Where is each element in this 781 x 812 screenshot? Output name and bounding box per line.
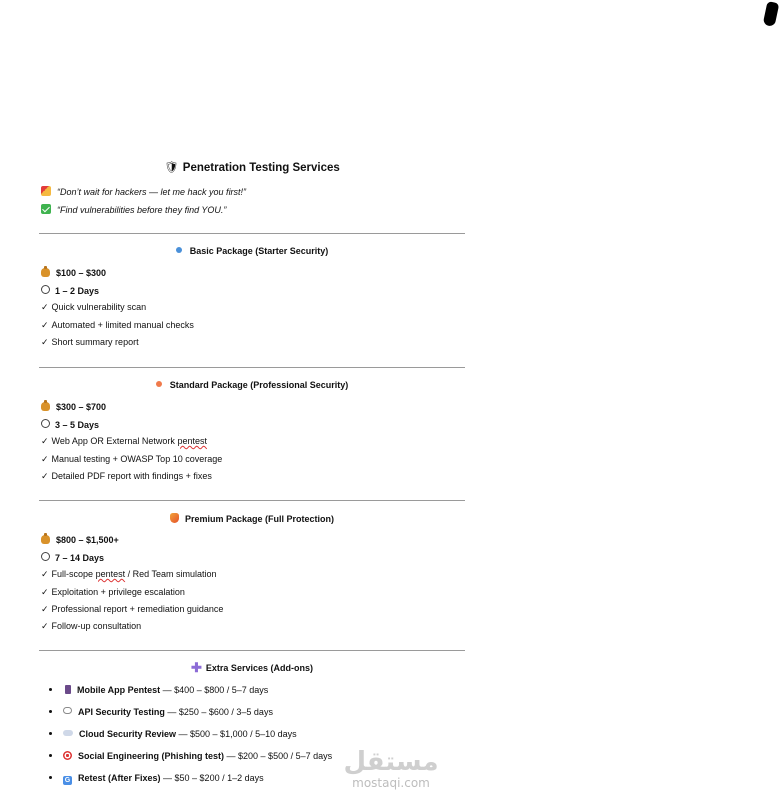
- money-bag-icon: [41, 402, 50, 411]
- package-heading-standard: Standard Package (Professional Security): [39, 380, 465, 390]
- package-price: $800 – $1,500+: [41, 535, 119, 545]
- package-duration: 7 – 14 Days: [41, 552, 104, 563]
- package-heading-basic: Basic Package (Starter Security): [39, 246, 465, 256]
- target-icon: [63, 751, 72, 760]
- bullet: [49, 710, 52, 713]
- feature-item: ✓ Full-scope pentest / Red Team simulation: [41, 569, 217, 579]
- divider: [39, 367, 465, 368]
- feature-item: ✓ Automated + limited manual checks: [41, 320, 194, 330]
- divider: [39, 233, 465, 234]
- list-item: API Security Testing — $250 – $600 / 3–5 days: [49, 707, 273, 717]
- money-bag-icon: [41, 535, 50, 544]
- package-price: $300 – $700: [41, 402, 106, 412]
- ink-mark: [763, 1, 780, 27]
- cloud-icon: [63, 730, 73, 736]
- check-box-icon: [41, 204, 51, 214]
- feature-item: ✓ Web App OR External Network pentest: [41, 436, 207, 446]
- stopwatch-icon: [41, 419, 50, 428]
- bullet: [49, 754, 52, 757]
- bullet: [49, 732, 52, 735]
- tagline: “Don’t wait for hackers — let me hack you first!”: [41, 186, 246, 197]
- g-badge-icon: G: [64, 777, 71, 784]
- mobile-phone-icon: [65, 685, 71, 694]
- package-duration: 1 – 2 Days: [41, 285, 99, 296]
- gem-icon: [170, 513, 179, 523]
- divider: [39, 650, 465, 651]
- package-duration: 3 – 5 Days: [41, 419, 99, 430]
- feature-item: ✓ Exploitation + privilege escalation: [41, 587, 185, 597]
- money-bag-icon: [41, 268, 50, 277]
- package-price: $100 – $300: [41, 268, 106, 278]
- watermark: مستقل mostaqi.com: [343, 747, 439, 790]
- confetti-icon: [41, 186, 51, 196]
- feature-item: ✓ Quick vulnerability scan: [41, 302, 147, 312]
- spellcheck-underline: pentest: [95, 569, 126, 579]
- list-item: Mobile App Pentest — $400 – $800 / 5–7 days: [49, 685, 268, 695]
- list-item: Cloud Security Review — $500 – $1,000 / 5–10 days: [49, 729, 297, 739]
- feature-item: ✓ Manual testing + OWASP Top 10 coverage: [41, 454, 223, 464]
- bullet: [49, 688, 52, 691]
- page-title: 🛡︎ Penetration Testing Services: [164, 162, 340, 174]
- bullet: [49, 776, 52, 779]
- feature-item: ✓ Professional report + remediation guidance: [41, 604, 224, 614]
- orange-circle-icon: [156, 381, 162, 387]
- link-icon: [63, 707, 72, 714]
- tagline: “Find vulnerabilities before they find YOU.”: [41, 204, 226, 215]
- plus-icon: ✚: [191, 660, 202, 675]
- extras-heading: ✚ Extra Services (Add-ons): [191, 660, 313, 675]
- feature-item: ✓ Follow-up consultation: [41, 621, 142, 631]
- spellcheck-underline: pentest: [177, 436, 207, 446]
- stopwatch-icon: [41, 285, 50, 294]
- shield-icon: 🛡︎: [164, 162, 179, 174]
- list-item: G Retest (After Fixes) — $50 – $200 / 1–2 days: [49, 773, 264, 785]
- stopwatch-icon: [41, 552, 50, 561]
- feature-item: ✓ Detailed PDF report with findings + fixes: [41, 471, 212, 481]
- package-heading-premium: Premium Package (Full Protection): [39, 513, 465, 524]
- feature-item: ✓ Short summary report: [41, 337, 139, 347]
- list-item: Social Engineering (Phishing test) — $200 – $500 / 5–7 days: [49, 751, 332, 761]
- divider: [39, 500, 465, 501]
- blue-circle-icon: [176, 247, 182, 253]
